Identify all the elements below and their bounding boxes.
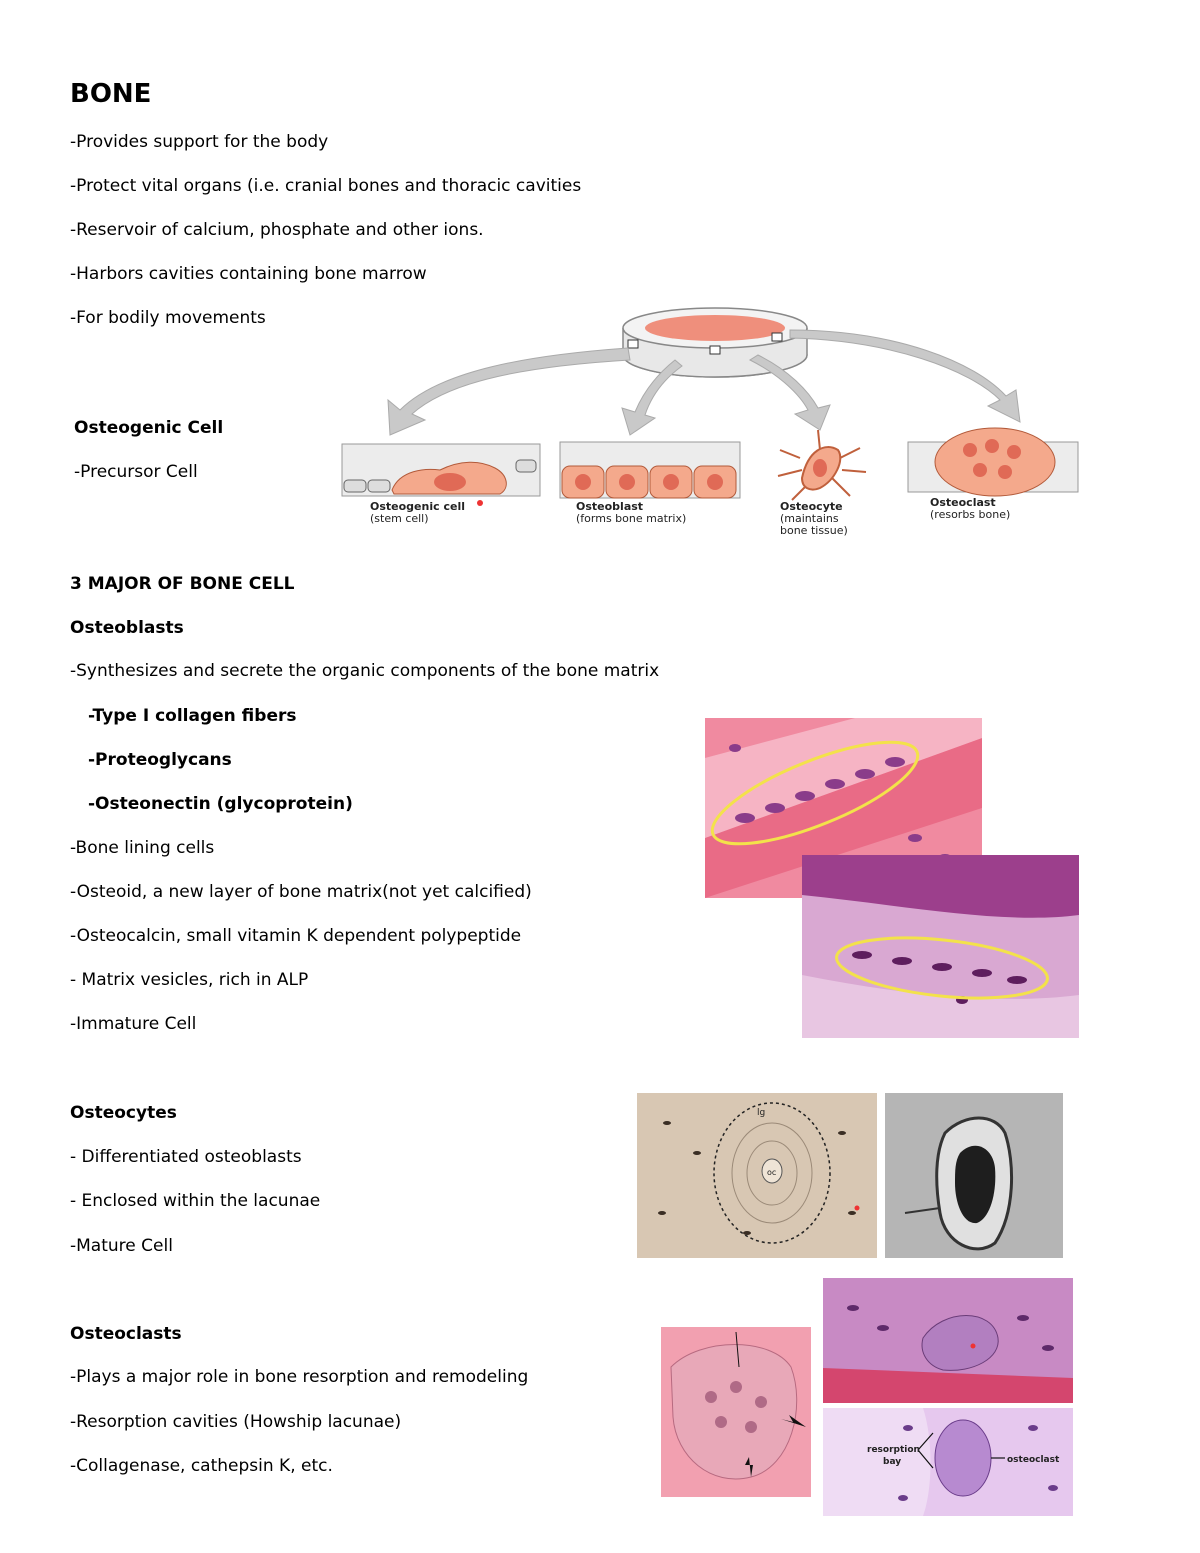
osteoclast-micrograph-2 [823,1278,1073,1403]
intro-item: -Protect vital organs (i.e. cranial bones and thoracic cavities [70,176,582,196]
micrograph-label: oc [767,1168,777,1177]
diagram-label: Osteoblast [576,500,644,513]
diagram-sublabel: (stem cell) [370,512,429,525]
osteoblasts-subitem: -Proteoglycans [88,750,232,770]
osteoblasts-item: -Immature Cell [70,1014,197,1034]
diagram-label: Osteoclast [930,496,996,509]
micrograph-label: bay [883,1457,902,1467]
osteoclasts-heading: Osteoclasts [70,1324,182,1344]
intro-item: -For bodily movements [70,308,266,328]
osteoblasts-heading: Osteoblasts [70,618,184,638]
intro-item: -Reservoir of calcium, phosphate and other ions. [70,220,484,240]
osteoclasts-item: -Collagenase, cathepsin K, etc. [70,1456,333,1476]
diagram-sublabel: (forms bone matrix) [576,512,687,525]
bone-cell-diagram [330,300,1090,540]
major-heading: 3 MAJOR OF BONE CELL [70,574,295,594]
micrograph-label: lg [757,1108,766,1118]
page-title: BONE [70,79,152,109]
osteogenic-heading: Osteogenic Cell [74,418,224,438]
osteocyte-figure [778,430,866,500]
micrograph-label: resorption [867,1445,920,1455]
intro-item: -Provides support for the body [70,132,329,152]
osteoblast-micrograph-2 [802,855,1079,1038]
osteocytes-item: -Mature Cell [70,1236,173,1256]
osteoblast-figure [560,442,740,498]
diagram-label: Osteogenic cell [370,500,465,513]
osteogenic-cell-figure [342,444,540,496]
intro-item: -Harbors cavities containing bone marrow [70,264,427,284]
osteocyte-micrograph-2 [885,1093,1063,1258]
osteoblasts-item: - Matrix vesicles, rich in ALP [70,970,309,990]
diagram-label: Osteocyte [780,500,843,513]
osteoblasts-item: -Osteocalcin, small vitamin K dependent polypeptide [70,926,522,946]
osteoclast-micrograph-3 [823,1408,1073,1516]
osteocyte-micrograph-1 [637,1093,877,1258]
bone-section-icon [623,308,807,377]
osteoclasts-item: -Plays a major role in bone resorption and remodeling [70,1367,529,1387]
osteoblasts-subitem: -Type I collagen fibers [88,706,297,726]
osteocytes-item: - Differentiated osteoblasts [70,1147,302,1167]
osteoblasts-subitem: -Osteonectin (glycoprotein) [88,794,353,814]
micrograph-label: osteoclast [1007,1455,1060,1465]
diagram-sublabel: (maintains [780,512,839,525]
osteogenic-desc: -Precursor Cell [74,462,198,482]
osteoblasts-item: -Osteoid, a new layer of bone matrix(not yet calcified) [70,882,532,902]
osteoclasts-item: -Resorption cavities (Howship lacunae) [70,1412,402,1432]
osteocytes-heading: Osteocytes [70,1103,177,1123]
osteoclast-figure [908,428,1078,496]
osteoblasts-item: -Bone lining cells [70,838,215,858]
osteoclast-micrograph-1 [661,1327,811,1497]
osteoblasts-item: -Synthesizes and secrete the organic components of the bone matrix [70,661,660,681]
diagram-sublabel: bone tissue) [780,524,848,537]
diagram-sublabel: (resorbs bone) [930,508,1011,521]
osteocytes-item: - Enclosed within the lacunae [70,1191,321,1211]
